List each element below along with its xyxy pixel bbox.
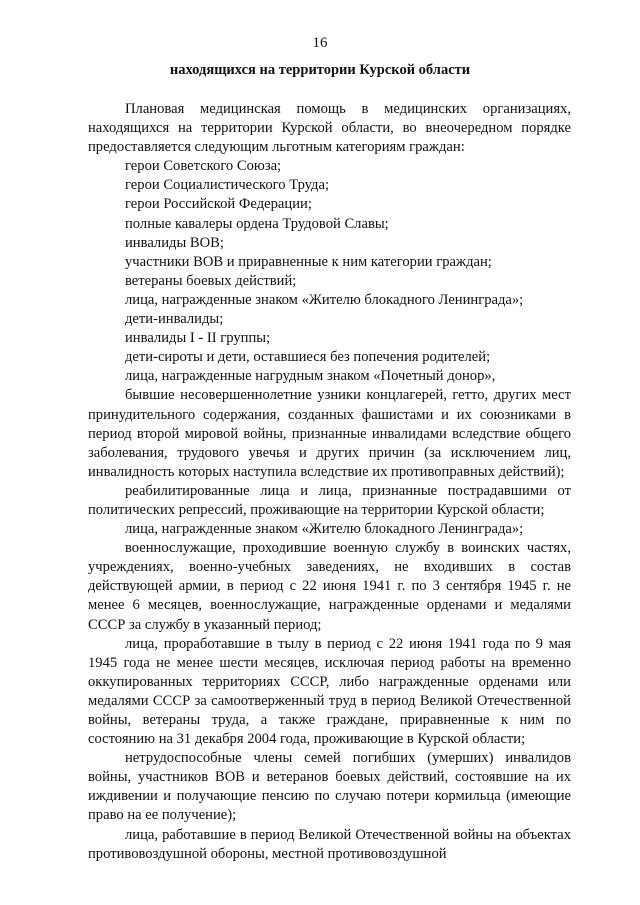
list-item: дети-сироты и дети, оставшиеся без попечения родителей; xyxy=(125,349,491,366)
document-body xyxy=(88,100,571,864)
body-paragraph: лица, награжденные знаком «Жителю блокадного Ленинграда»; xyxy=(125,521,524,538)
list-item: герои Социалистического Труда; xyxy=(125,177,330,194)
body-paragraph: лица, проработавшие в тылу в период с 22 июня 1941 года по 9 мая 1945 года не менее шести месяцев, исключая период работы на временно оккупированных территориях СССР, либо награжденные орденами или медалями СССР за самоотверженный труд в период Великой Отечественной войны, ветераны труда, а также граждане, приравненные к ним по состоянию на 31 декабря 2004 года, проживающие в Курской области; xyxy=(88,635,571,748)
list-item: участники ВОВ и приравненные к ним категории граждан; xyxy=(125,253,492,270)
list-item: инвалиды I - II группы; xyxy=(125,330,271,347)
intro-paragraph: Плановая медицинская помощь в медицинских организациях, находящихся на территории Курской области, во внеочередном порядке предоставляется следующим льготным категориям граждан: xyxy=(88,101,571,156)
list-item: лица, награжденные нагрудным знаком «Почетный донор», xyxy=(125,368,496,385)
body-paragraph: нетрудоспособные члены семей погибших (умерших) инвалидов войны, участников ВОВ и ветеранов боевых действий, состоявшие на их иждивении и получающие пенсию по случаю потери кормильца (имеющие право на ее получение); xyxy=(88,750,571,824)
body-paragraph: военнослужащие, проходившие военную службу в воинских частях, учреждениях, военно-учебных заведениях, не входивших в состав действующей армии, в период с 22 июня 1941 г. по 3 сентября 1945 г. не менее 6 месяцев, военнослужащие, награжденные орденами и медалями СССР за службу в указанный период; xyxy=(88,540,571,633)
body-paragraph: лица, работавшие в период Великой Отечественной войны на объектах противовоздушной обороны, местной противовоздушной xyxy=(88,826,571,862)
body-paragraph: бывшие несовершеннолетние узники концлагерей, гетто, других мест принудительного содержания, созданных фашистами и их союзниками в период второй мировой войны, признанные инвалидами вследствие общего заболевания, трудового увечья и других причин (за исключением лиц, инвалидность которых наступила вследствие их противоправных действий); xyxy=(88,387,571,480)
list-item: полные кавалеры ордена Трудовой Славы; xyxy=(125,215,389,232)
list-item: герои Российской Федерации; xyxy=(125,196,312,213)
list-item: инвалиды ВОВ; xyxy=(125,234,224,251)
list-item: герои Советского Союза; xyxy=(125,158,282,175)
section-heading: находящихся на территории Курской области xyxy=(169,62,471,78)
list-item: дети-инвалиды; xyxy=(125,311,224,328)
list-item: ветераны боевых действий; xyxy=(125,272,297,289)
body-paragraph: реабилитированные лица и лица, признанные пострадавшими от политических репрессий, проживающие на территории Курской области; xyxy=(88,482,571,518)
list-item: лица, награжденные знаком «Жителю блокадного Ленинграда»; xyxy=(125,291,524,308)
page-number: 16 xyxy=(312,35,328,51)
